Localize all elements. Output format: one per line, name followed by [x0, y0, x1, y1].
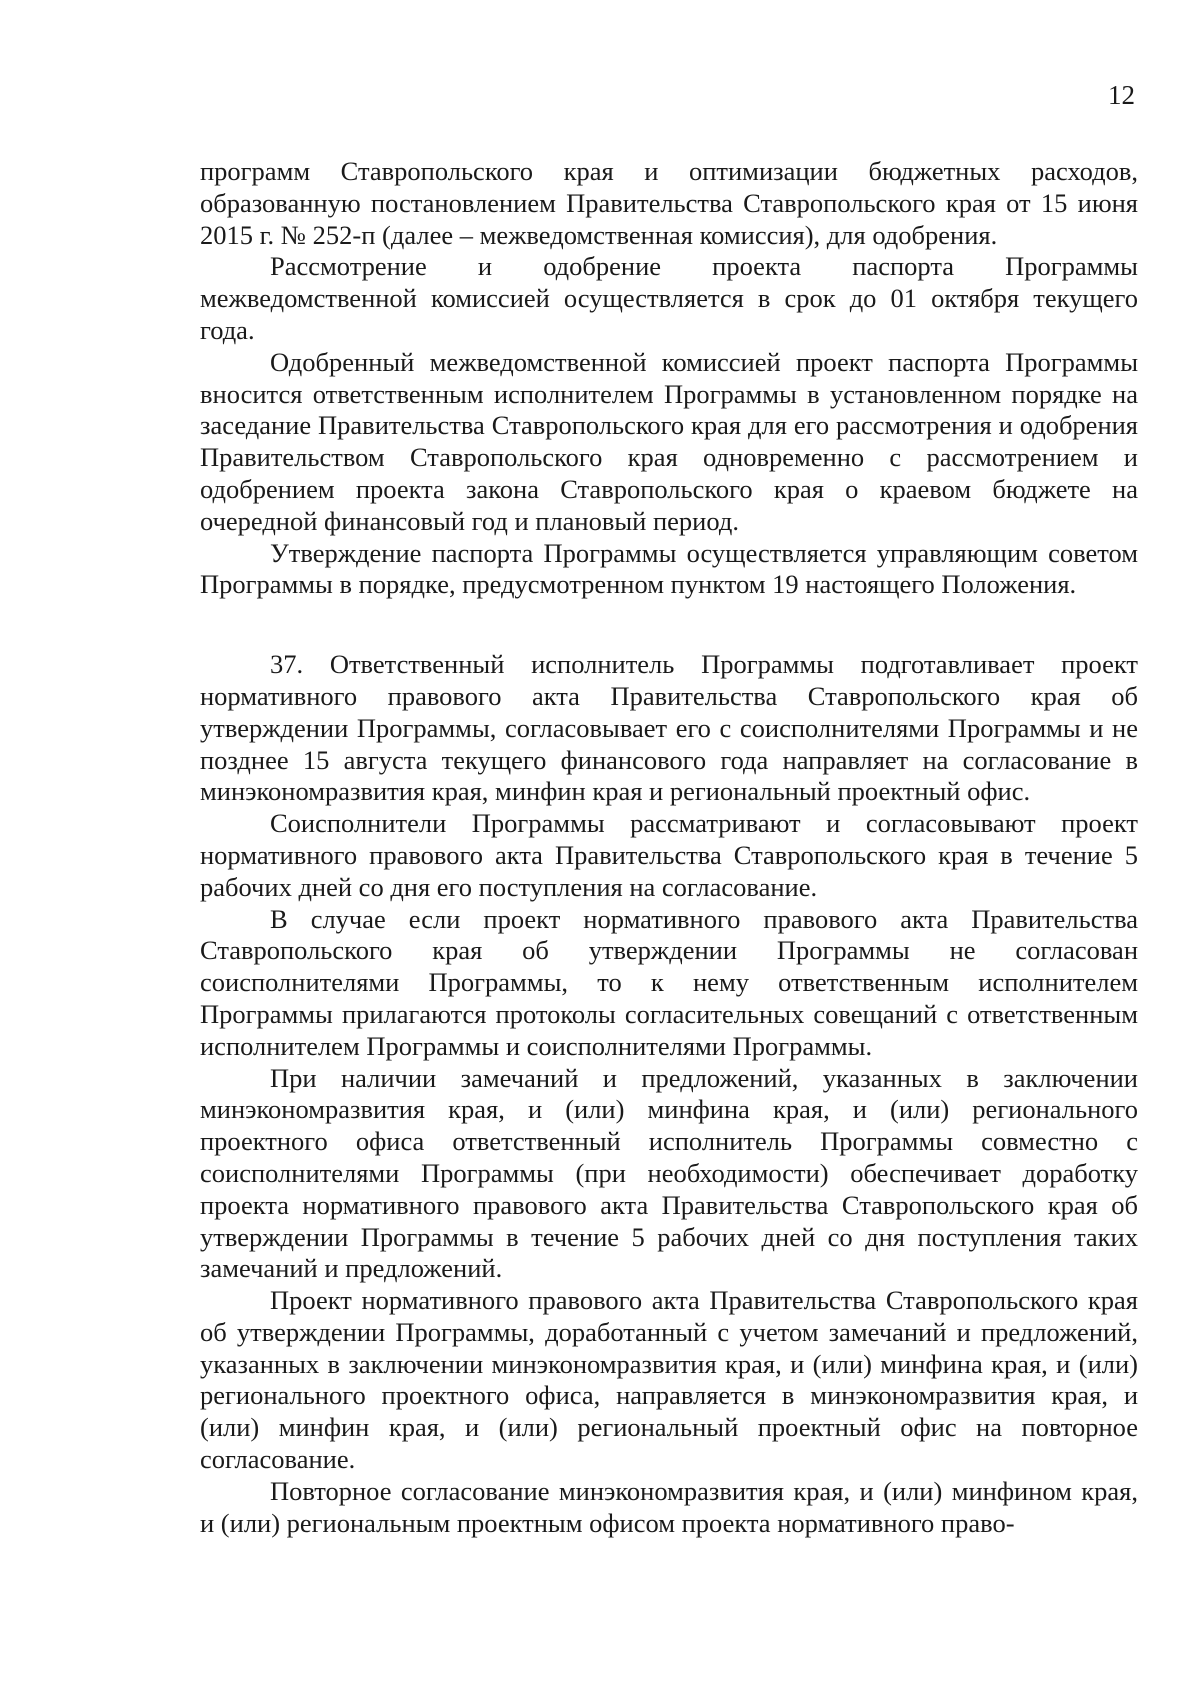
- paragraph: Одобренный межведомственной комиссией проект паспорта Программы вносится ответственным исполнителем Программы в установленном порядке на заседание Правительства Ставропольского края для его рассмотрения и одобрения Правительством Ставропольского края одновременно с рассмотрением и одобрением проекта закона Ставропольского края о краевом бюджете на очередной финансовый год и плановый период.: [200, 346, 1138, 536]
- paragraph: Рассмотрение и одобрение проекта паспорта Программы межведомственной комиссией осуществляется в срок до 01 октября текущего года.: [200, 251, 1138, 345]
- paragraph: Проект нормативного правового акта Правительства Ставропольского края об утверждении Программы, доработанный с учетом замечаний и предложений, указанных в заключении минэкономразвития края, и (или) минфина края, и (или) регионального проектного офиса, направляется в минэкономразвития края, и (или) минфин края, и (или) региональный проектный офис на повторное согласование.: [200, 1285, 1138, 1475]
- paragraph: Соисполнители Программы рассматривают и согласовывают проект нормативного правового акта Правительства Ставропольского края в течение 5 рабочих дней со дня его поступления на согласование.: [200, 808, 1138, 902]
- paragraph: Повторное согласование минэкономразвития края, и (или) минфином края, и (или) региональным проектным офисом проекта нормативного право-: [200, 1475, 1138, 1538]
- page-number: 12: [1108, 80, 1135, 110]
- document-body: [200, 156, 1138, 1539]
- paragraph: Утверждение паспорта Программы осуществляется управляющим советом Программы в порядке, предусмотренном пунктом 19 настоящего Положения.: [200, 537, 1138, 600]
- paragraph-gap: [200, 601, 1138, 649]
- paragraph-continuation: программ Ставропольского края и оптимизации бюджетных расходов, образованную постановлением Правительства Ставропольского края от 15 июня 2015 г. № 252-п (далее – межведомственная комиссия), для одобрения.: [200, 156, 1138, 250]
- paragraph: В случае если проект нормативного правового акта Правительства Ставропольского края об утверждении Программы не согласован соисполнителями Программы, то к нему ответственным исполнителем Программы прилагаются протоколы согласительных совещаний с ответственным исполнителем Программы и соисполнителями Программы.: [200, 903, 1138, 1061]
- paragraph-item-37: 37. Ответственный исполнитель Программы подготавливает проект нормативного правового акта Правительства Ставропольского края об утверждении Программы, согласовывает его с соисполнителями Программы и не позднее 15 августа текущего финансового года направляет на согласование в минэкономразвития края, минфин края и региональный проектный офис.: [200, 649, 1138, 807]
- paragraph: При наличии замечаний и предложений, указанных в заключении минэкономразвития края, и (или) минфина края, и (или) регионального проектного офиса ответственный исполнитель Программы совместно с соисполнителями Программы (при необходимости) обеспечивает доработку проекта нормативного правового акта Правительства Ставропольского края об утверждении Программы в течение 5 рабочих дней со дня поступления таких замечаний и предложений.: [200, 1062, 1138, 1284]
